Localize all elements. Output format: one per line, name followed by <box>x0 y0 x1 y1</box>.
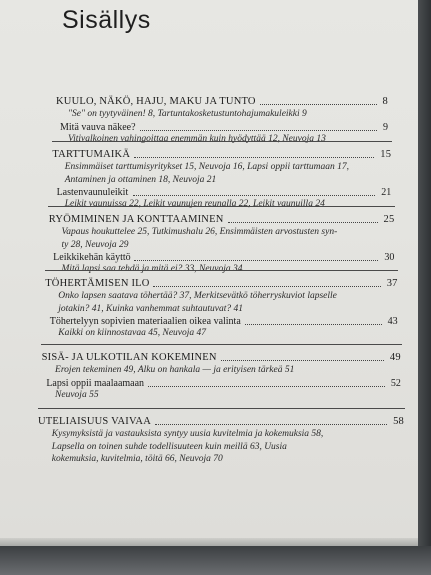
toc-entry-text: Lastenvaunuleikit <box>56 186 129 198</box>
toc-subentry-text: kokemuksia, kuvitelmia, töitä 66, Neuvoja 70 <box>51 453 223 464</box>
section-heading-text: SISÄ- JA ULKOTILAN KOKEMINEN <box>41 352 217 363</box>
toc-subentry-text: Antaminen ja ottaminen 18, Neuvoja 21 <box>64 174 217 185</box>
toc-subentry-text: Mitä lapsi saa tehdä ja mitä ei? 33, Neuvoja 34 <box>61 264 243 275</box>
dot-leader <box>245 324 382 325</box>
section-heading-text: KUULO, NÄKÖ, HAJU, MAKU JA TUNTO <box>56 96 256 107</box>
toc-subentry-text: Vitivalkoinen vahingoittaa enemmän kuin hyödyttää 12, Neuvoja 13 <box>68 133 326 144</box>
page-title: Sisällys <box>62 6 151 34</box>
section-divider <box>52 141 392 142</box>
page-edge <box>0 538 418 546</box>
section-heading-page-number: 49 <box>389 352 401 363</box>
dot-leader <box>133 195 375 196</box>
dot-leader <box>221 360 384 361</box>
toc-entry-page-number: 9 <box>383 121 388 133</box>
toc-entry-text: Töhertelyyn sopivien materiaalien oikea valinta <box>49 315 241 327</box>
section-heading-page-number: 58 <box>393 416 404 427</box>
dot-leader <box>260 104 377 105</box>
section-heading-text: TARTTUMAIKÄ <box>52 149 131 160</box>
section-heading-text: RYÖMIMINEN JA KONTTAAMINEN <box>48 214 224 225</box>
toc-subentry-text: Vapaus houkuttelee 25, Tutkimushalu 26, Ensimmäisten arvostusten syn- <box>61 227 338 238</box>
toc-entry-text: Mitä vauva näkee? <box>60 121 136 133</box>
toc-entry-text: Lapsi oppii maalaamaan <box>46 377 145 389</box>
toc-entry-page-number: 43 <box>387 315 398 327</box>
toc-entry-page-number: 52 <box>390 377 401 389</box>
dot-leader <box>153 286 381 287</box>
toc-subentry-text: Erojen tekeminen 49, Alku on hankala — ja erityisen tärkeä 51 <box>55 365 295 376</box>
section-divider <box>45 270 399 271</box>
section-divider <box>41 344 401 345</box>
section-heading-page-number: 8 <box>382 96 388 107</box>
toc-entry-page-number: 21 <box>381 186 392 198</box>
toc-subentry-text: jotakin? 41, Kuinka vanhemmat suhtautuvat? 41 <box>58 303 243 314</box>
toc-subentry-text: Lapsella on toinen suhde todellisuuteen kuin meillä 63, Uusia <box>51 441 287 452</box>
background-strip <box>418 0 431 546</box>
section-heading-text: TÖHERTÄMISEN ILO <box>45 278 150 289</box>
toc-subentry-text: ty 28, Neuvoja 29 <box>61 239 129 250</box>
section-divider <box>38 408 405 409</box>
background-surface <box>0 546 431 575</box>
toc-subentry-text: Kysymyksistä ja vastauksista syntyy uusia kuvitelmia ja kokemuksia 58, <box>51 429 324 440</box>
section-heading-page-number: 25 <box>383 214 395 225</box>
toc-subentry-text: Leikit vaunuissa 22, Leikit vaunujen reunalla 22, Leikit vaunuilla 24 <box>64 199 325 210</box>
dot-leader <box>134 260 378 261</box>
section-heading-page-number: 37 <box>386 278 398 289</box>
toc-subentry-text: "Se" on tyytyväinen! 8, Tartuntakosketustuntohajumakuleikki 9 <box>68 109 307 120</box>
section-divider <box>48 206 395 207</box>
dot-leader <box>148 386 385 387</box>
toc-subentry-text: Neuvoja 55 <box>55 389 99 400</box>
section-heading-page-number: 15 <box>380 149 392 160</box>
toc-entry-page-number: 30 <box>384 251 395 263</box>
toc-subentry-text: Kaikki on kiinnostavaa 45, Neuvoja 47 <box>58 328 207 339</box>
toc-subentry-text: Onko lapsen saatava töhertää? 37, Merkitsevätkö töherryskuviot lapselle <box>58 291 337 302</box>
dot-leader <box>155 424 387 425</box>
toc-subentry-text: Ensimmäiset tarttumisyritykset 15, Neuvoja 16, Lapsi oppii tarttumaan 17, <box>64 162 349 173</box>
toc-entry-text: Leikkikehän käyttö <box>53 251 131 263</box>
dot-leader <box>134 157 374 158</box>
section-heading-text: UTELIAISUUS VAIVAA <box>38 416 151 427</box>
dot-leader <box>228 222 378 223</box>
dot-leader <box>140 130 377 131</box>
